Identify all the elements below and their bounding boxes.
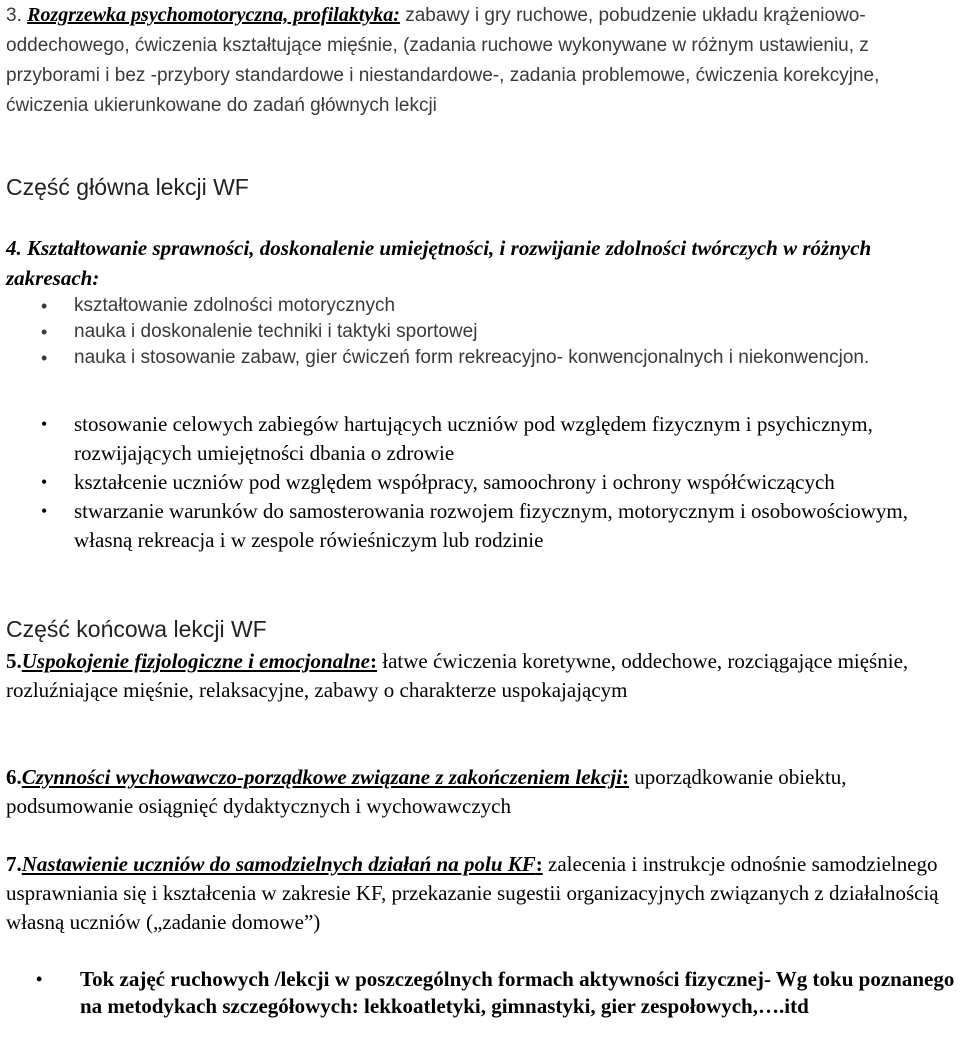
section-3-paragraph (6, 0, 960, 121)
end-part-heading: Część końcowa lekcji WF (6, 616, 267, 642)
bullet-icon: • (36, 969, 43, 989)
section-4-list-b (0, 410, 960, 555)
section-5-title: Uspokojenie fizjologiczne i emocjonalne (21, 649, 370, 673)
section-7-paragraph (6, 850, 960, 937)
list-item: • stosowanie celowych zabiegów hartujących uczniów pod względem fizycznym i psychicznym, rozwijających umiejętności dbania o zdrowie (41, 412, 873, 465)
section-6-number: 6. (6, 765, 22, 789)
list-item: • kształcenie uczniów pod względem współpracy, samoochrony i ochrony współćwiczących (0, 468, 960, 497)
list-item: • nauka i doskonalenie techniki i taktyki sportowej (0, 319, 960, 345)
section-6-title: Czynności wychowawczo-porządkowe związane z zakończeniem lekcji (21, 765, 623, 789)
list-item: • stwarzanie warunków do samosterowania rozwojem fizycznym, motorycznym i osobowościowym, własną rekreacja i w zespole rówieśniczym lub rodzinie (41, 499, 908, 552)
section-4-list-a (0, 293, 960, 371)
section-5-paragraph (6, 647, 960, 705)
final-bullet-text: Tok zajęć ruchowych /lekcji w poszczególnych formach aktywności fizycznej- Wg toku poznanego na metodykach szczegółowych: lekkoatletyki, gimnastyki, gier zespołowych,….itd (80, 967, 955, 1018)
section-7-text: zalecenia i instrukcje odnośnie samodzielnego usprawniania się i kształcenia w zakresie KF, przekazanie sugestii organizacyjnych związanych z działalnością własną uczniów („zadanie domowe”) (6, 852, 939, 934)
list-item (0, 966, 960, 1020)
main-part-heading: Część główna lekcji WF (6, 174, 249, 200)
list-item: • nauka i stosowanie zabaw, gier ćwiczeń form rekreacyjno- konwencjonalnych i niekonwencjon. (0, 345, 960, 371)
section-4-paragraph (6, 233, 960, 293)
list-item: • kształtowanie zdolności motorycznych (0, 293, 960, 319)
section-5-number: 5. (6, 649, 22, 673)
section-5-colon: : (369, 649, 377, 673)
section-4-number: 4. (6, 236, 22, 260)
section-6-paragraph (6, 763, 960, 821)
section-6-text: uporządkowanie obiektu, podsumowanie osiągnięć dydaktycznych i wychowawczych (6, 765, 847, 818)
section-4-title: Kształtowanie sprawności, doskonalenie umiejętności, i rozwijanie zdolności twórczych w różnych zakresach: (6, 236, 872, 290)
section-7-number: 7. (6, 852, 22, 876)
final-list (0, 966, 960, 1020)
section-7-colon: : (535, 852, 543, 876)
section-6-colon: : (622, 765, 630, 789)
bullet-icon: • (41, 322, 48, 342)
bullet-icon: • (41, 472, 48, 492)
bullet-icon: • (41, 414, 48, 434)
bullet-icon: • (41, 501, 48, 521)
section-7-title: Nastawienie uczniów do samodzielnych działań na polu KF (21, 852, 536, 876)
section-5-text: łatwe ćwiczenia koretywne, oddechowe, rozciągające mięśnie, rozluźniające mięśnie, relaksacyjne, zabawy o charakterze uspokajającym (6, 649, 909, 702)
section-3-number: 3. (6, 5, 22, 26)
section-3-text: zabawy i gry ruchowe, pobudzenie układu krążeniowo- oddechowego, ćwiczenia kształtujące mięśnie, (zadania ruchowe wykonywane w różnym ustawieniu, z przyborami i bez -przybory standardowe i niestandardowe-, zadania problemowe, ćwiczenia korekcyjne, ćwiczenia ukierunkowane do zadań głównych lekcji (6, 5, 880, 116)
bullet-icon: • (41, 296, 48, 316)
section-3-title: Rozgrzewka psychomotoryczna, profilaktyka: (27, 4, 400, 26)
bullet-icon: • (41, 348, 48, 368)
